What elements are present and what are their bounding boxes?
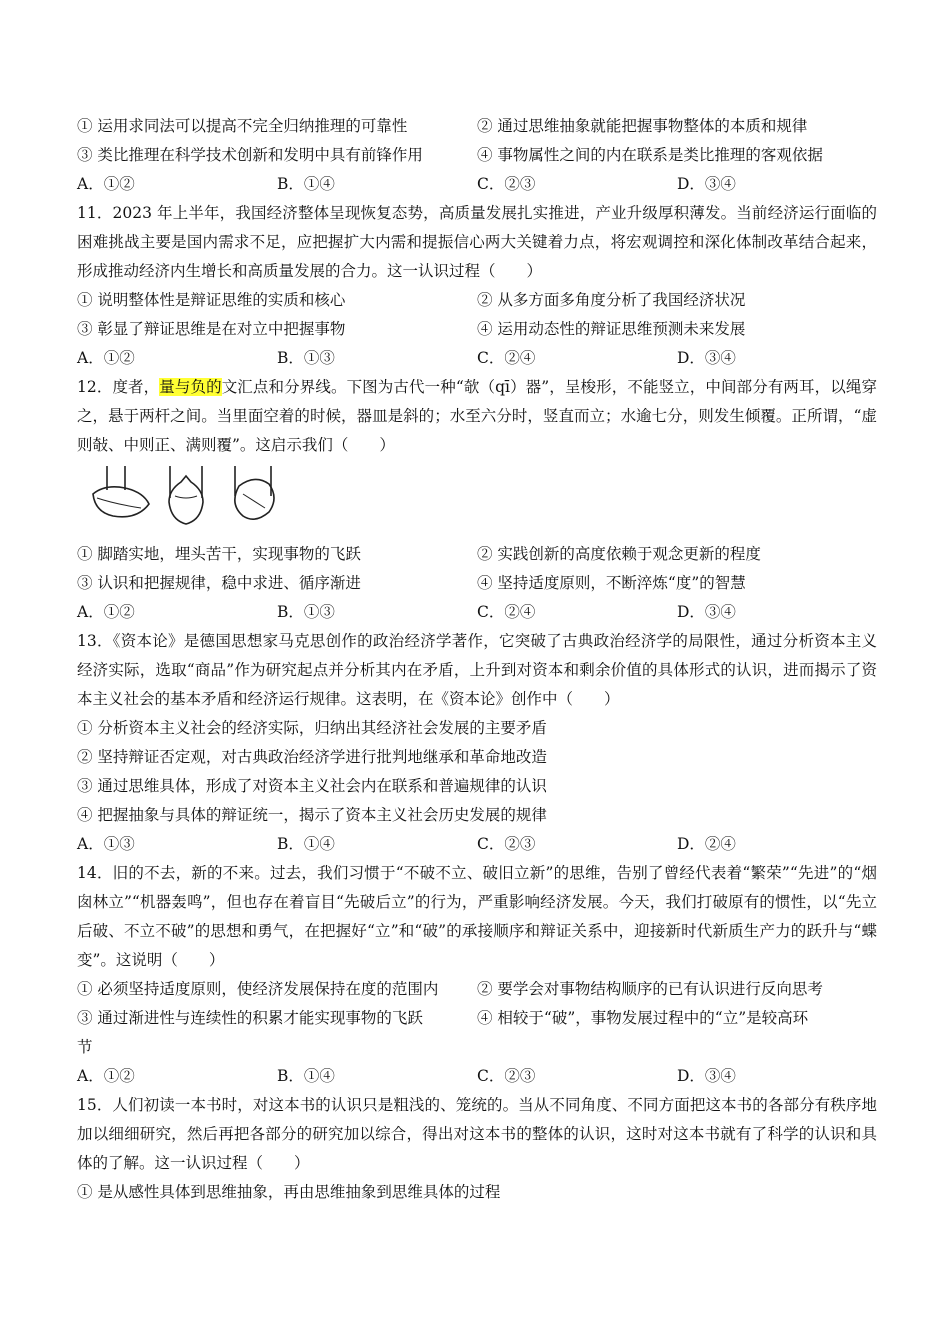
q15-stem: 15．人们初读一本书时，对这本书的认识只是粗浅的、笼统的。当从不同角度、不同方面把这本书的各部分有秩序地加以细细研究，然后再把各部分的研究加以综合，得出对这本书的整体的认识，这时对这本书就有了科学的认识和具体的了解。这一认识过程（ ） <box>77 1096 877 1172</box>
q12-option-3: ③ 认识和把握规律，稳中求进、循序渐进 <box>77 574 361 592</box>
q14-choice-d: D．③④ <box>677 1067 736 1085</box>
q13-choice-b: B．①④ <box>277 835 335 853</box>
q10-option-3: ③ 类比推理在科学技术创新和发明中具有前锋作用 <box>77 146 423 164</box>
q12-highlighted-text: 量与负的 <box>159 378 222 396</box>
q10-options-row1 <box>77 112 877 141</box>
q11-choices <box>77 344 877 373</box>
exam-page <box>77 112 877 1207</box>
q14-choice-c: C．②③ <box>477 1067 536 1085</box>
q10-options-row2 <box>77 141 877 170</box>
q13-choice-d: D．②④ <box>677 835 736 853</box>
q11-stem: 11．2023 年上半年，我国经济整体呈现恢复态势，高质量发展扎实推进，产业升级厚积薄发。当前经济运行面临的困难挑战主要是国内需求不足，应把握扩大内需和提振信心两大关键着力点，将宏观调控和深化体制改革结合起来，形成推动经济内生增长和高质量发展的合力。这一认识过程（ ） <box>77 204 877 280</box>
q14-options-row1 <box>77 975 877 1004</box>
q10-option-2: ② 通过思维抽象就能把握事物整体的本质和规律 <box>477 117 808 135</box>
q10-option-4: ④ 事物属性之间的内在联系是类比推理的客观依据 <box>477 146 823 164</box>
q10-choice-a: A．①② <box>77 175 135 193</box>
q13-stem: 13．《资本论》是德国思想家马克思创作的政治经济学著作，它突破了古典政治经济学的局限性，通过分析资本主义经济实际，选取“商品”作为研究起点并分析其内在矛盾，上升到对资本和剩余价值的具体形式的认识，进而揭示了资本主义社会的基本矛盾和经济运行规律。这表明，在《资本论》创作中（ ） <box>77 632 877 708</box>
q13-choice-c: C．②③ <box>477 835 536 853</box>
q10-option-1: ① 运用求同法可以提高不完全归纳推理的可靠性 <box>77 117 408 135</box>
q11-choice-b: B．①③ <box>277 349 335 367</box>
q11-option-1: ① 说明整体性是辩证思维的实质和核心 <box>77 291 346 309</box>
q12-options-row1 <box>77 540 877 569</box>
q12-stem-post: 文汇点和分界线。下图为古代一种“欹（qī）器”，呈梭形，不能竖立，中间部分有两耳，以绳穿之，悬于两杆之间。当里面空着的时候，器皿是斜的；水至六分时，竖直而立；水逾七分，则发生倾覆。正所谓，“虚则敧、中则正、满则覆”。这启示我们（ ） <box>77 378 877 454</box>
q11-option-4: ④ 运用动态性的辩证思维预测未来发展 <box>477 320 746 338</box>
q14-option-2: ② 要学会对事物结构顺序的已有认识进行反向思考 <box>477 980 823 998</box>
q11-choice-d: D．③④ <box>677 349 736 367</box>
q14-option-1: ① 必须坚持适度原则，使经济发展保持在度的范围内 <box>77 980 439 998</box>
q12-choice-b: B．①③ <box>277 603 335 621</box>
q12-stem <box>77 373 877 460</box>
q11-option-2: ② 从多方面多角度分析了我国经济状况 <box>477 291 746 309</box>
qiqi-vessel-illustration <box>85 464 285 528</box>
q11-choice-a: A．①② <box>77 349 135 367</box>
q12-choice-d: D．③④ <box>677 603 736 621</box>
q11-options-row1 <box>77 286 877 315</box>
q13-option-1: ① 分析资本主义社会的经济实际，归纳出其经济社会发展的主要矛盾 <box>77 719 547 737</box>
q12-option-4: ④ 坚持适度原则，不断淬炼“度”的智慧 <box>477 574 746 592</box>
q14-option-4: ④ 相较于“破”，事物发展过程中的“立”是较高环 <box>477 1009 809 1027</box>
q10-choice-b: B．①④ <box>277 175 335 193</box>
q13-option-4: ④ 把握抽象与具体的辩证统一，揭示了资本主义社会历史发展的规律 <box>77 806 547 824</box>
q13-option-3: ③ 通过思维具体，形成了对资本主义社会内在联系和普遍规律的认识 <box>77 777 547 795</box>
q14-stem: 14．旧的不去，新的不来。过去，我们习惯于“不破不立、破旧立新”的思维，告别了曾经代表着“繁荣”“先进”的“烟囱林立”“机器轰鸣”，但也存在着盲目“先破后立”的行为，严重影响经济发展。今天，我们打破原有的惯性，以“先立后破、不立不破”的思想和勇气，在把握好“立”和“破”的承接顺序和辩证关系中，迎接新时代新质生产力的跃升与“蝶变”。这说明（ ） <box>77 864 877 969</box>
qiqi-vessel-figure <box>77 464 877 534</box>
q13-choices <box>77 830 877 859</box>
vessel3-body <box>235 479 274 519</box>
q12-stem-pre: 12．度者， <box>77 378 160 396</box>
q12-options-row2 <box>77 569 877 598</box>
q15-option-1: ① 是从感性具体到思维抽象，再由思维抽象到思维具体的过程 <box>77 1183 501 1201</box>
q12-option-1: ① 脚踏实地，埋头苦干，实现事物的飞跃 <box>77 545 361 563</box>
q12-choices <box>77 598 877 627</box>
q11-option-3: ③ 彰显了辩证思维是在对立中把握事物 <box>77 320 346 338</box>
q14-choice-b: B．①④ <box>277 1067 335 1085</box>
q14-option-3: ③ 通过渐进性与连续性的积累才能实现事物的飞跃 <box>77 1009 423 1027</box>
q10-choices <box>77 170 877 199</box>
vessel2-body <box>169 476 203 524</box>
q11-options-row2 <box>77 315 877 344</box>
q12-choice-a: A．①② <box>77 603 135 621</box>
q14-options-row2 <box>77 1004 877 1033</box>
q10-choice-d: D．③④ <box>677 175 736 193</box>
q13-choice-a: A．①③ <box>77 835 135 853</box>
q12-choice-c: C．②④ <box>477 603 536 621</box>
q12-option-2: ② 实践创新的高度依赖于观念更新的程度 <box>477 545 761 563</box>
q13-option-2: ② 坚持辩证否定观，对古典政治经济学进行批判地继承和革命地改造 <box>77 748 547 766</box>
q14-choices <box>77 1062 877 1091</box>
q11-choice-c: C．②④ <box>477 349 536 367</box>
q14-choice-a: A．①② <box>77 1067 135 1085</box>
vessel1-body <box>93 487 149 517</box>
q10-choice-c: C．②③ <box>477 175 536 193</box>
q14-option-4-continued: 节 <box>77 1038 93 1056</box>
